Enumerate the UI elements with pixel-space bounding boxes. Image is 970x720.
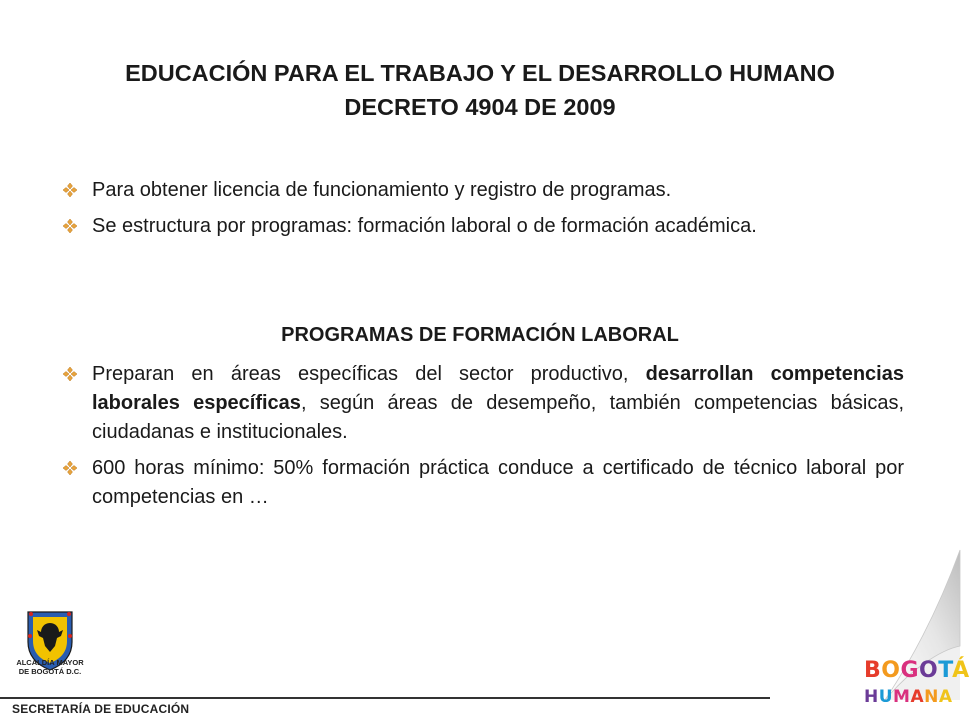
list-item — [62, 454, 904, 512]
list-item — [62, 360, 904, 447]
bogota-humana-logo — [864, 656, 970, 720]
logo-letter: A — [910, 687, 925, 707]
logo-letter: M — [893, 687, 911, 707]
logo-letter: U — [878, 687, 894, 707]
footer-divider — [0, 697, 770, 699]
bullet-text-after: , según áreas de desempeño, también competencias básicas, ciudadanas e institucionales. — [92, 392, 905, 443]
list-item — [62, 176, 904, 205]
logo-letter: T — [938, 658, 953, 683]
logo-letter: N — [924, 687, 939, 707]
diamond-bullet-icon — [62, 460, 78, 476]
crest-caption — [8, 658, 92, 676]
bullet-text: Para obtener licencia de funcionamiento y registro de programas. — [92, 179, 672, 201]
logo-letter: Á — [952, 658, 970, 683]
slide-title — [60, 56, 900, 124]
title-line-1: EDUCACIÓN PARA EL TRABAJO Y EL DESARROLLO HUMANO — [125, 60, 835, 86]
bullet-text-bold: desarrollan competencias laborales específicas — [92, 363, 904, 414]
section-bullet-list — [62, 360, 904, 519]
bullet-text-before: Preparan en áreas específicas del sector productivo, — [92, 363, 646, 385]
crest-caption-line-1: ALCALDÍA MAYOR — [16, 658, 84, 667]
intro-bullet-list — [62, 176, 904, 248]
crest-caption-line-2: DE BOGOTÁ D.C. — [18, 667, 82, 676]
bullet-text: Se estructura por programas: formación laboral o de formación académica. — [92, 215, 757, 237]
diamond-bullet-icon — [62, 366, 78, 382]
section-heading: PROGRAMAS DE FORMACIÓN LABORAL — [281, 324, 679, 346]
title-line-2: DECRETO 4904 DE 2009 — [344, 94, 616, 120]
logo-line-1 — [864, 658, 970, 684]
diamond-bullet-icon — [62, 182, 78, 198]
list-item — [62, 212, 904, 241]
logo-line-2 — [864, 686, 953, 708]
diamond-bullet-icon — [62, 218, 78, 234]
logo-letter: H — [864, 687, 879, 707]
logo-letter: A — [938, 687, 953, 707]
logo-letter: B — [864, 658, 882, 683]
footer-label: SECRETARÍA DE EDUCACIÓN — [12, 702, 190, 716]
logo-letter: O — [881, 658, 901, 683]
bullet-text: 600 horas mínimo: 50% formación práctica conduce a certificado de técnico laboral por competencias en … — [92, 457, 904, 508]
logo-letter: O — [919, 658, 939, 683]
logo-letter: G — [900, 658, 920, 683]
